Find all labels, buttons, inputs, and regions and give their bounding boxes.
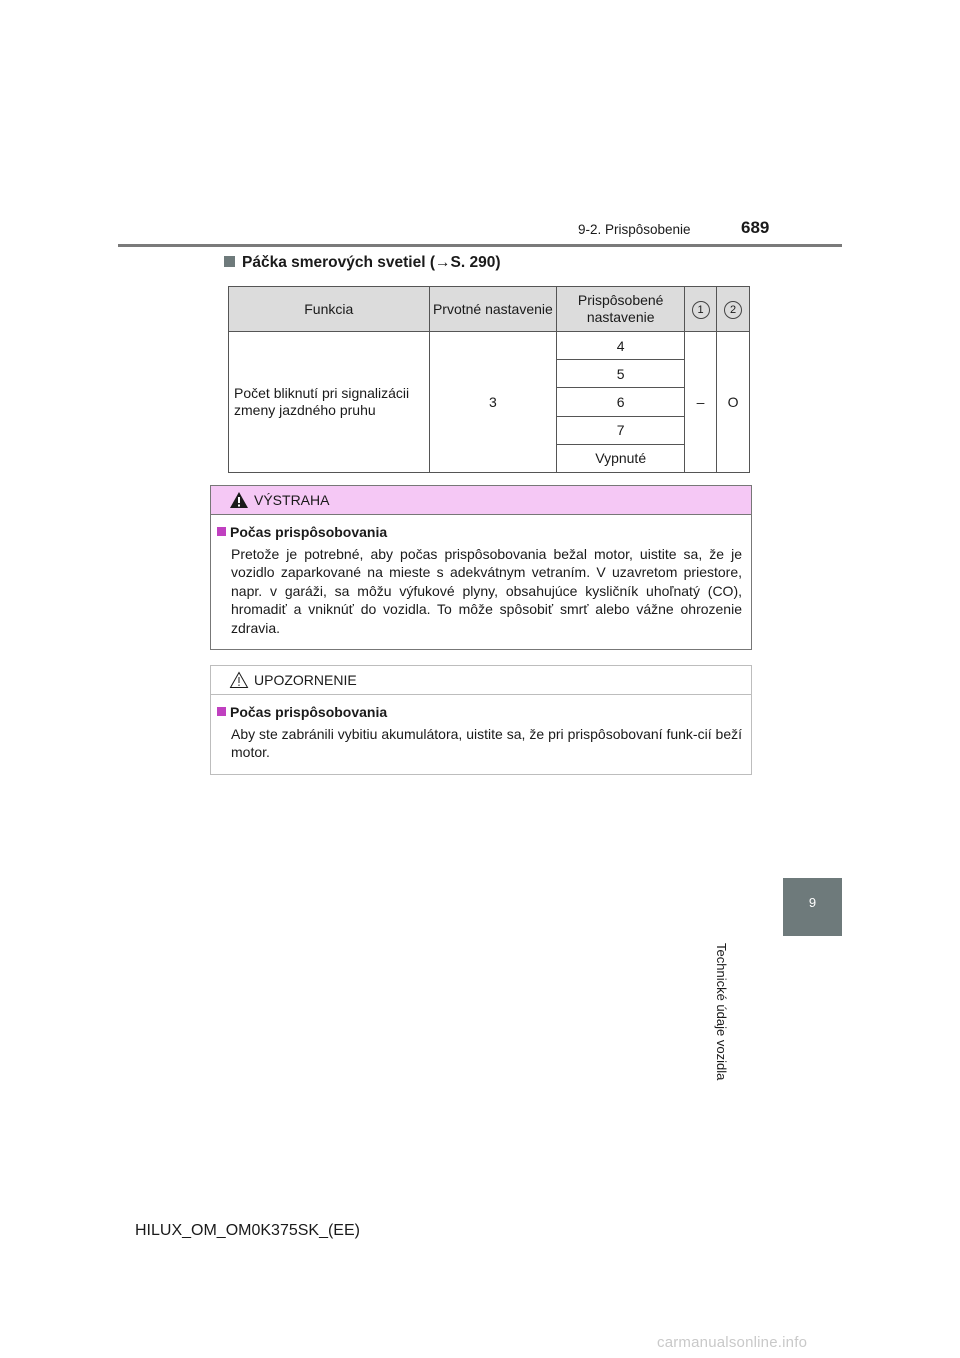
table-header-row [229, 287, 750, 332]
section-title [224, 254, 500, 272]
option-cell: 5 [557, 360, 685, 388]
warning-title [217, 523, 742, 542]
header-custom: Prispôsobené nastavenie [557, 287, 685, 332]
square-bullet-icon [217, 527, 226, 536]
warning-title-text: Počas prispôsobovania [230, 524, 388, 540]
notice-text: Aby ste zabránili vybitiu akumulátora, uistite sa, že pri prispôsobovaní funk-cií beží motor. [231, 725, 742, 760]
square-bullet-icon [217, 707, 226, 716]
section-title-text: Páčka smerových svetiel (→S. 290) [242, 254, 501, 271]
warning-header-text: VÝSTRAHA [254, 492, 330, 508]
col1-cell: – [685, 332, 717, 473]
notice-title-text: Počas prispôsobovania [230, 704, 388, 720]
header-default: Prvotné nastavenie [429, 287, 557, 332]
option-cell: 4 [557, 332, 685, 360]
warning-text: Pretože je potrebné, aby počas prispôsobovania bežal motor, uistite sa, že je vozidlo zaparkované na mieste s adekvátnym vetraním. V uzavretom priestore, napr. v garáži, sa môžu výfukové plyny, obsahujúce kysličník uhoľnatý (CO), hromadiť a vniknúť do vozidla. To môže spôsobiť smrť alebo vážne ohrozenie zdravia. [231, 545, 742, 636]
warning-triangle-icon [229, 491, 249, 509]
notice-title [217, 703, 742, 722]
option-cell: 6 [557, 388, 685, 416]
header-rule [118, 244, 842, 247]
header-section-title: 9-2. Prispôsobenie [578, 222, 691, 237]
customization-table [228, 286, 750, 473]
option-cell: Vypnuté [557, 444, 685, 472]
chapter-label-container [713, 943, 820, 1103]
caution-triangle-icon [229, 671, 249, 689]
warning-body [211, 515, 751, 649]
page-number: 689 [741, 218, 770, 237]
circled-one-icon: 1 [692, 301, 710, 319]
header-col1 [685, 287, 717, 332]
table-row [229, 332, 750, 360]
square-bullet-icon [224, 256, 235, 267]
document-code: HILUX_OM_OM0K375SK_(EE) [135, 1222, 360, 1239]
col2-cell: O [717, 332, 750, 473]
default-cell: 3 [429, 332, 557, 473]
warning-header [211, 486, 751, 515]
notice-header-text: UPOZORNENIE [254, 672, 357, 688]
notice-body [211, 695, 751, 774]
header-function: Funkcia [229, 287, 430, 332]
chapter-number: 9 [808, 895, 817, 910]
watermark: carmanualsonline.info [657, 1334, 808, 1351]
header-col2 [717, 287, 750, 332]
function-cell: Počet bliknutí pri signalizácii zmeny jazdného pruhu [229, 332, 430, 473]
notice-header [211, 666, 751, 695]
circled-two-icon: 2 [724, 301, 742, 319]
chapter-label: Technické údaje vozidla [713, 943, 729, 1081]
chapter-tab [783, 878, 842, 936]
notice-box [210, 665, 752, 775]
warning-box [210, 485, 752, 650]
option-cell: 7 [557, 416, 685, 444]
